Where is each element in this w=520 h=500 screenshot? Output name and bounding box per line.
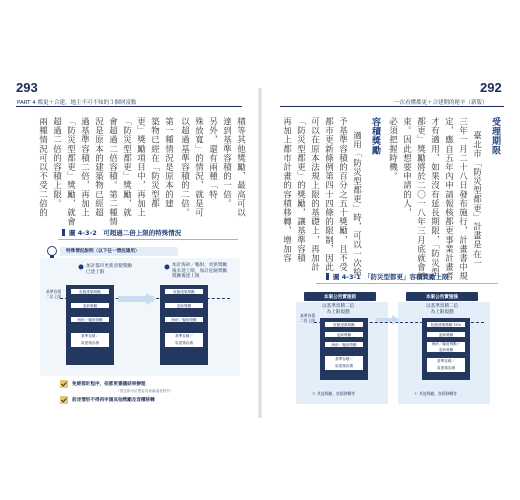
before-sub: 以基準容積二倍 為上限規劃	[322, 304, 355, 315]
left-column: 第一種情況是原本的建	[163, 117, 174, 208]
left-column: 過基準容積二倍，再加上	[79, 117, 90, 218]
left-column: 殊放寬」的情況，就是可	[193, 117, 204, 218]
bar-block: 更新獎勵	[164, 302, 204, 309]
after-sub: 以基準容積二倍 為上限規劃	[426, 304, 459, 315]
after-foot: ＊ 其他獎勵、容積移轉等	[414, 391, 457, 396]
bar-block: 危險建築獎勵 50%	[426, 321, 466, 328]
case1-label: 加計都市更新容積獎勵 已達上限	[86, 264, 132, 275]
left-column: 「防災型都更」獎勵，就會	[65, 117, 76, 227]
left-column: 更」獎勵項目中，再加上	[135, 117, 146, 218]
check-icon	[60, 380, 68, 388]
left-running-head: PART 4 都更＋合建，地主不可不知的３個財富點	[17, 100, 137, 106]
figure-note: （需送都市計畫委員會審議者除外）	[116, 389, 174, 393]
right-head-rule	[280, 106, 504, 107]
left-figure-rule	[58, 239, 238, 240]
right-column: 可以在原本法規上限的基礎上，再加計	[309, 117, 320, 272]
bar-block: 基準容積／ 原建築容積	[164, 332, 204, 348]
special-case-label: 特殊情況說明（以下任一情況適用）	[66, 249, 140, 254]
case2-marker-icon	[164, 264, 170, 270]
check-item-2: 前述情形不得再申請其他獎勵及容積移轉	[72, 398, 155, 403]
before-foot: ＊ 其他獎勵、容積移轉等	[312, 391, 355, 396]
bar-block: 海砂／輻射獎勵	[324, 341, 364, 348]
right-column: 三年一月二十八日發布施行，計畫書中規	[457, 117, 468, 281]
right-column: 束。因此想要申請的人，	[401, 117, 412, 218]
right-column: 才有適用，如果沒有延長期限，「防災型	[429, 117, 440, 277]
right-column: 「防災型都更」的獎勵，讓基準容積	[295, 117, 306, 263]
bar-block: 基準容積／ 原建築容積	[426, 357, 466, 373]
left-column: 築物已經在「防災型都	[149, 117, 160, 208]
left-column: 積等其他獎勵，最高可以	[235, 117, 246, 218]
right-figure-title: 圖 4-3-1 「防災型都更」容積獎勵上限	[326, 272, 448, 281]
bar-block: 海砂／輻射獎勵＋ 更新獎勵	[426, 341, 466, 353]
left-limit-label: 基準容積 二倍上限	[46, 289, 62, 299]
left-column: 另外，還有兩種「特	[207, 117, 218, 199]
case1-bar	[66, 285, 114, 365]
left-page-number: 293	[16, 80, 38, 95]
right-column: 都更」獎勵將於二〇一八年三月底就會結	[415, 117, 426, 281]
right-column: 臺北市「防災型都更」計畫是在一	[471, 131, 482, 268]
bar-block: 更新獎勵	[324, 331, 364, 338]
left-column: 況是原本的建築物已經超	[93, 117, 104, 218]
case1-marker-icon	[78, 264, 84, 270]
right-column: 都市更新條例第四十四條的限制，因此	[323, 117, 334, 272]
right-column: 適用「防災型都更」時，可以一次給	[351, 131, 362, 277]
right-running-head: 一次看懂都更＋合建開的秘辛（新版）	[394, 100, 488, 106]
before-header-label: 本案公告實施前	[323, 295, 357, 300]
right-column: 予基準容積的百分之五十獎勵，且不受	[337, 117, 348, 272]
case2-label: 加計海砂／輻射、更新獎勵 後未達上限，加計危險獎勵 獎勵後達上限	[172, 263, 228, 279]
heading-bonus: 容積獎勵	[370, 117, 380, 156]
left-head-rule	[16, 106, 242, 107]
bar-block: 危險建築獎勵	[324, 321, 364, 328]
right-column: 再加上都市計畫的容積移轉，增加容	[281, 117, 292, 263]
right-figure-rule	[316, 283, 498, 284]
bar-block: 海砂／輻射獎勵	[70, 316, 110, 323]
bar-block: 危險建築獎勵	[164, 288, 204, 295]
arrow-icon	[146, 293, 156, 305]
bar-block: 基準容積／ 原建築容積	[324, 355, 364, 371]
right-column: 定，應自五年內申請報核都更事業計畫者	[443, 117, 454, 281]
left-column: 達到基準容積的一倍。	[221, 117, 232, 208]
book-gutter	[258, 88, 262, 418]
left-figure-title: 圖 4-3-2 可超過二倍上限的特殊情況	[62, 228, 181, 237]
check-item-1: 免經都計程序，依都更審議結果辦理	[72, 382, 146, 387]
after-header-label: 本案公告實施後	[425, 295, 459, 300]
case2-bar	[160, 285, 208, 365]
left-column: 會超過二倍容積。第二種情	[107, 117, 118, 227]
heading-deadline: 受理期限	[490, 117, 500, 156]
arrow-icon	[376, 315, 400, 325]
left-column: 兩種情況可以不受二倍的	[37, 117, 48, 218]
right-column: 必須把握時機。	[387, 117, 398, 181]
right-page-number: 292	[480, 80, 502, 95]
left-column: 「防災型都更」獎勵，就	[121, 117, 132, 218]
bar-block: 更新獎勵	[426, 331, 466, 338]
left-column: 超過二倍的容積上限。	[51, 117, 62, 208]
left-column: 以超過基準容積的二倍。	[179, 117, 190, 218]
bar-block: 危險建築獎勵	[70, 288, 110, 295]
bar-block: 更新獎勵	[70, 302, 110, 309]
check-icon	[60, 396, 68, 404]
bar-block: 基準容積／ 原建築容積	[70, 332, 110, 348]
bar-block: 海砂／輻射獎勵	[164, 316, 204, 323]
right-limit-label: 基準容積 二倍上限	[300, 313, 316, 323]
